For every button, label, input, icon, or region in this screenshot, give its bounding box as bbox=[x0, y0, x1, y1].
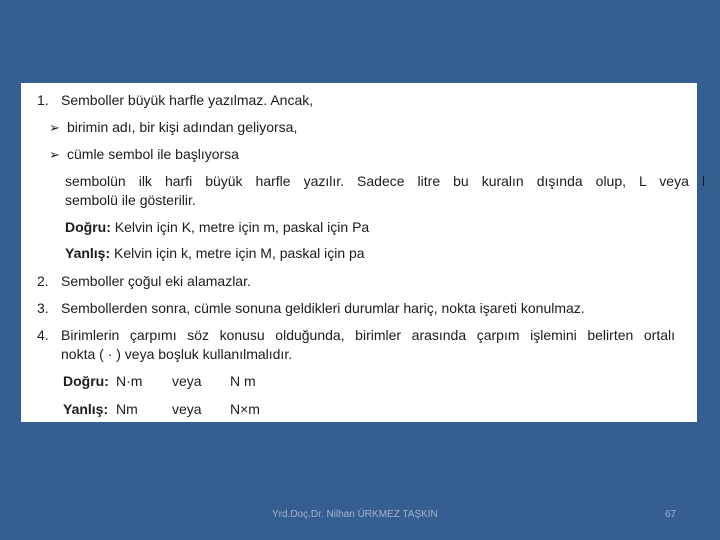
wrong-value-2: N×m bbox=[230, 401, 260, 417]
arrow-bullet-icon: ➢ bbox=[49, 147, 60, 162]
correct-label-2: Doğru: bbox=[63, 373, 109, 389]
correct-label: Doğru: bbox=[65, 219, 111, 235]
rule-2-text: Semboller çoğul eki alamazlar. bbox=[61, 273, 251, 289]
correct-value-2: N m bbox=[230, 373, 256, 389]
wrong-label: Yanlış: bbox=[65, 245, 111, 261]
correct-example-text: Kelvin için K, metre için m, paskal için Pa bbox=[110, 219, 370, 235]
rule-1-text: Semboller büyük harfle yazılmaz. Ancak, bbox=[61, 92, 314, 108]
arrow-bullet-icon: ➢ bbox=[49, 120, 60, 135]
explanation-line-1: sembolün ilk harfi büyük harfle yazılır. Sadece litre bu kuralın dışında olup, L veya l bbox=[65, 173, 705, 189]
rule-4-number: 4. bbox=[37, 327, 49, 343]
bullet-2-text: cümle sembol ile başlıyorsa bbox=[67, 146, 239, 162]
wrong-label-2: Yanlış: bbox=[63, 401, 109, 417]
rule-4-line-1: Birimlerin çarpımı söz konusu olduğunda, birimler arasında çarpım işlemini belirten ortalı bbox=[61, 327, 675, 343]
wrong-example-1 bbox=[65, 244, 365, 263]
wrong-or: veya bbox=[172, 401, 202, 417]
correct-or: veya bbox=[172, 373, 202, 389]
page-number: 67 bbox=[665, 509, 677, 520]
correct-value-1: N·m bbox=[116, 373, 143, 389]
rules-text bbox=[21, 83, 705, 422]
bullet-1-text: birimin adı, bir kişi adından geliyorsa, bbox=[67, 119, 298, 135]
explanation-line-2: sembolü ile gösterilir. bbox=[65, 192, 196, 208]
wrong-example-text: Kelvin için k, metre için M, paskal için pa bbox=[110, 245, 365, 261]
rule-4-line-2: nokta ( · ) veya boşluk kullanılmalıdır. bbox=[61, 346, 293, 362]
correct-example-1 bbox=[65, 218, 369, 237]
rule-3-text: Sembollerden sonra, cümle sonuna geldikleri durumlar hariç, nokta işareti konulmaz. bbox=[61, 300, 585, 316]
wrong-value-1: Nm bbox=[116, 401, 138, 417]
rule-2-number: 2. bbox=[37, 273, 49, 289]
rule-3-number: 3. bbox=[37, 300, 49, 316]
rule-1-number: 1. bbox=[37, 92, 49, 108]
slide-content-image bbox=[21, 83, 705, 422]
footer-author: Yrd.Doç.Dr. Nilhan ÜRKMEZ TAŞKIN bbox=[272, 509, 438, 520]
